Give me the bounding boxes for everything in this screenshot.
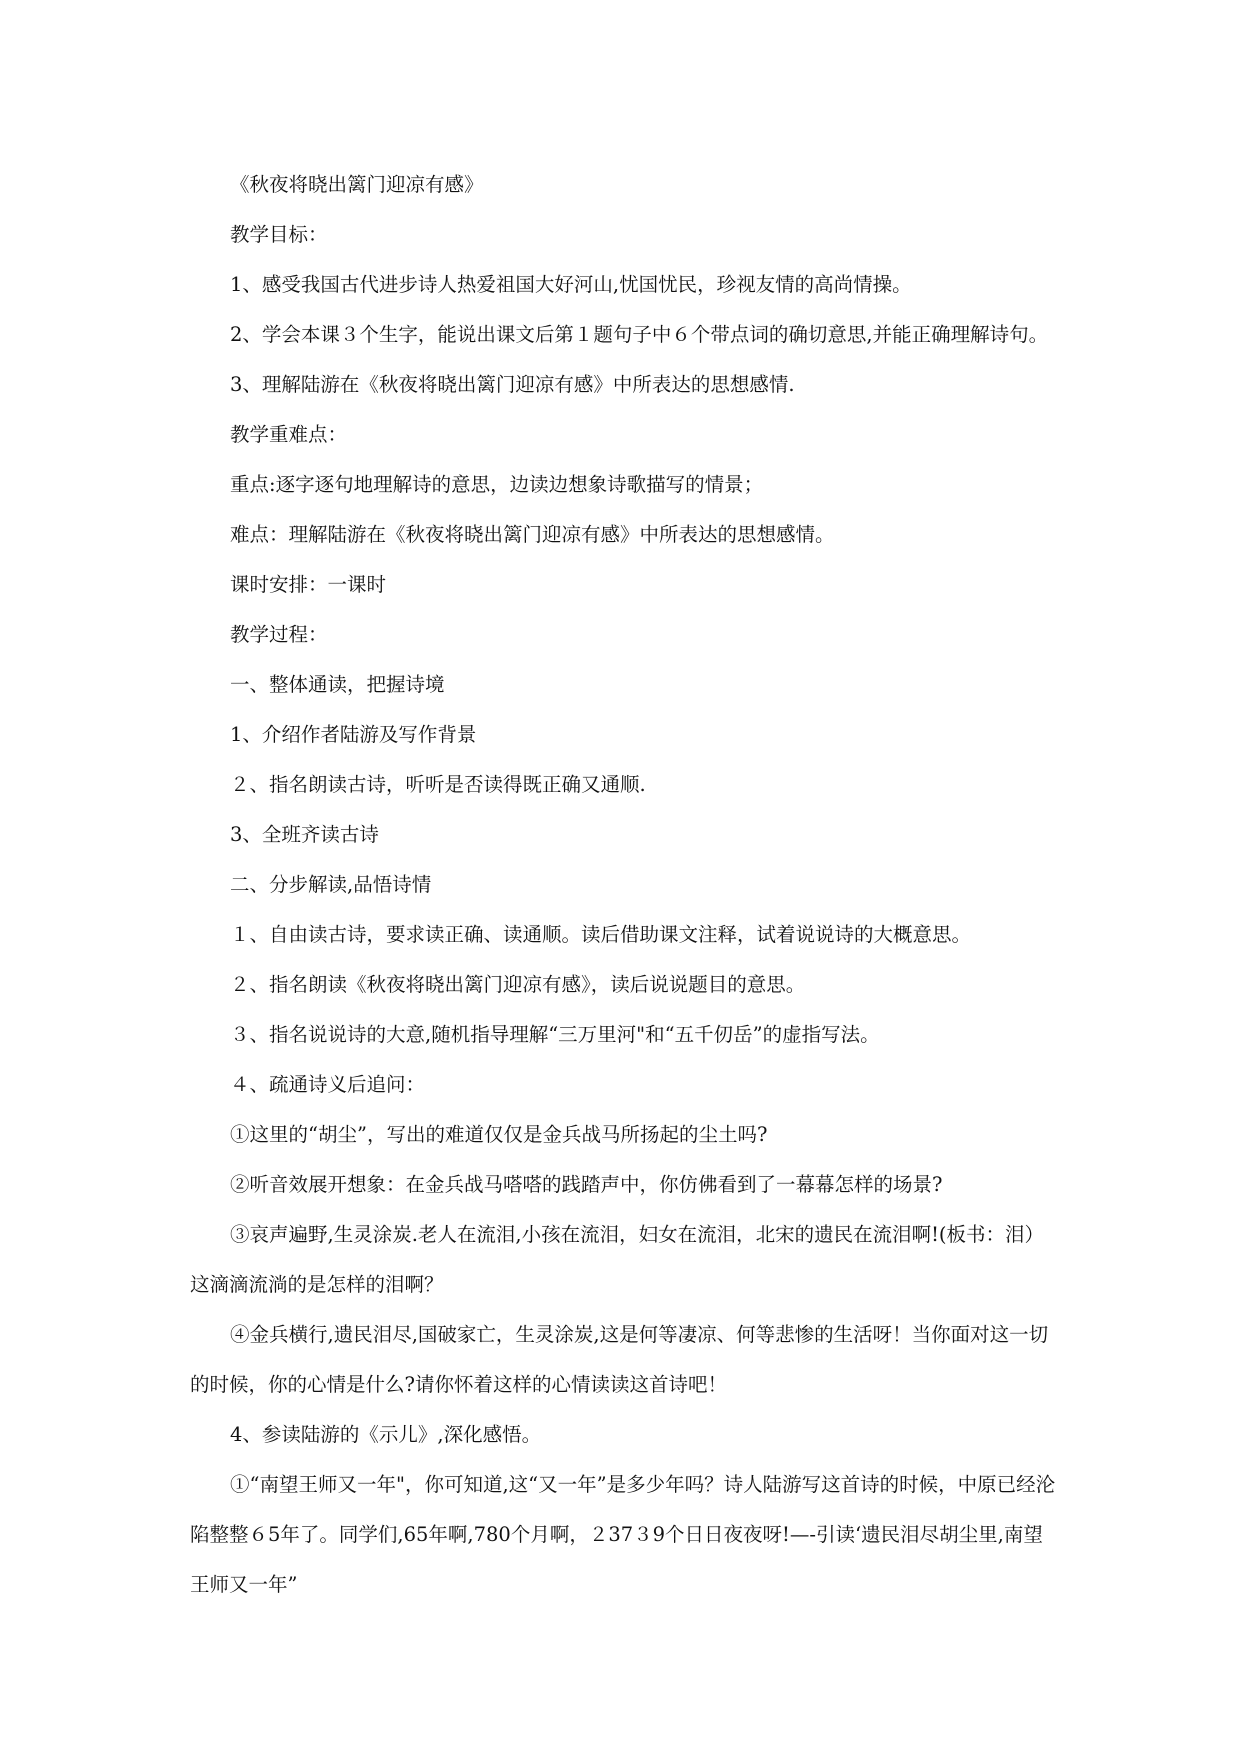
process-step-heading: 一、整体通读，把握诗境 [230, 673, 445, 696]
process-item: 1、介绍作者陆游及写作背景 [230, 723, 477, 746]
section-heading-process: 教学过程： [230, 623, 328, 646]
objective-item: 2、学会本课３个生字，能说出课文后第１题句子中６个带点词的确切意思,并能正确理解诗句。 [230, 323, 1049, 346]
process-item: ４、疏通诗义后追问： [230, 1073, 426, 1096]
process-item: 4、参读陆游的《示儿》,深化感悟。 [230, 1423, 542, 1446]
process-item: １、自由读古诗，要求读正确、读通顺。读后借助课文注释，试着说说诗的大概意思。 [230, 923, 972, 946]
objective-item: 1、感受我国古代进步诗人热爱祖国大好河山,忧国忧民，珍视友情的高尚情操。 [230, 273, 912, 296]
question-item: ①这里的“胡尘”，写出的难道仅仅是金兵战马所扬起的尘土吗? [230, 1123, 768, 1146]
difficult-point-item: 难点：理解陆游在《秋夜将晓出篱门迎凉有感》中所表达的思想感情。 [230, 523, 835, 546]
process-item: 3、全班齐读古诗 [230, 823, 379, 846]
question-item: ③哀声遍野,生灵涂炭.老人在流泪,小孩在流泪，妇女在流泪，北宋的遗民在流泪啊!(板书：泪）这滴滴流淌的是怎样的泪啊？ [190, 1223, 1045, 1296]
key-point-item: 重点:逐字逐句地理解诗的意思，边读边想象诗歌描写的情景； [230, 473, 764, 496]
document-title: 《秋夜将晓出篱门迎凉有感》 [230, 173, 484, 196]
process-item: ２、指名朗读古诗，听听是否读得既正确又通顺. [230, 773, 646, 796]
objective-item: 3、理解陆游在《秋夜将晓出篱门迎凉有感》中所表达的思想感情. [230, 373, 795, 396]
question-item: ④金兵横行,遗民泪尽,国破家亡，生灵涂炭,这是何等凄凉、何等悲惨的生活呀！当你面对这一切的时候，你的心情是什么?请你怀着这样的心情读读这首诗吧！ [190, 1323, 1049, 1396]
class-schedule: 课时安排：一课时 [230, 573, 387, 596]
process-item: ３、指名说说诗的大意,随机指导理解“三万里河"和“五千仞岳”的虚指写法。 [230, 1023, 880, 1046]
process-step-heading: 二、分步解读,品悟诗情 [230, 873, 432, 896]
section-heading-objectives: 教学目标： [230, 223, 328, 246]
document-body [190, 160, 1060, 1610]
question-item: ②听音效展开想象：在金兵战马嗒嗒的践踏声中，你仿佛看到了一幕幕怎样的场景? [230, 1173, 943, 1196]
question-item: ①“南望王师又一年"，你可知道,这“又一年”是多少年吗？诗人陆游写这首诗的时候，中原已经沦陷整整６5年了。同学们,65年啊,780个月啊，２37３9个日日夜夜呀!—-引读‘遗民泪尽胡尘里,南望王师又一年” [190, 1473, 1056, 1596]
process-item: ２、指名朗读《秋夜将晓出篱门迎凉有感》，读后说说题目的意思。 [230, 973, 806, 996]
section-heading-key-points: 教学重难点： [230, 423, 348, 446]
